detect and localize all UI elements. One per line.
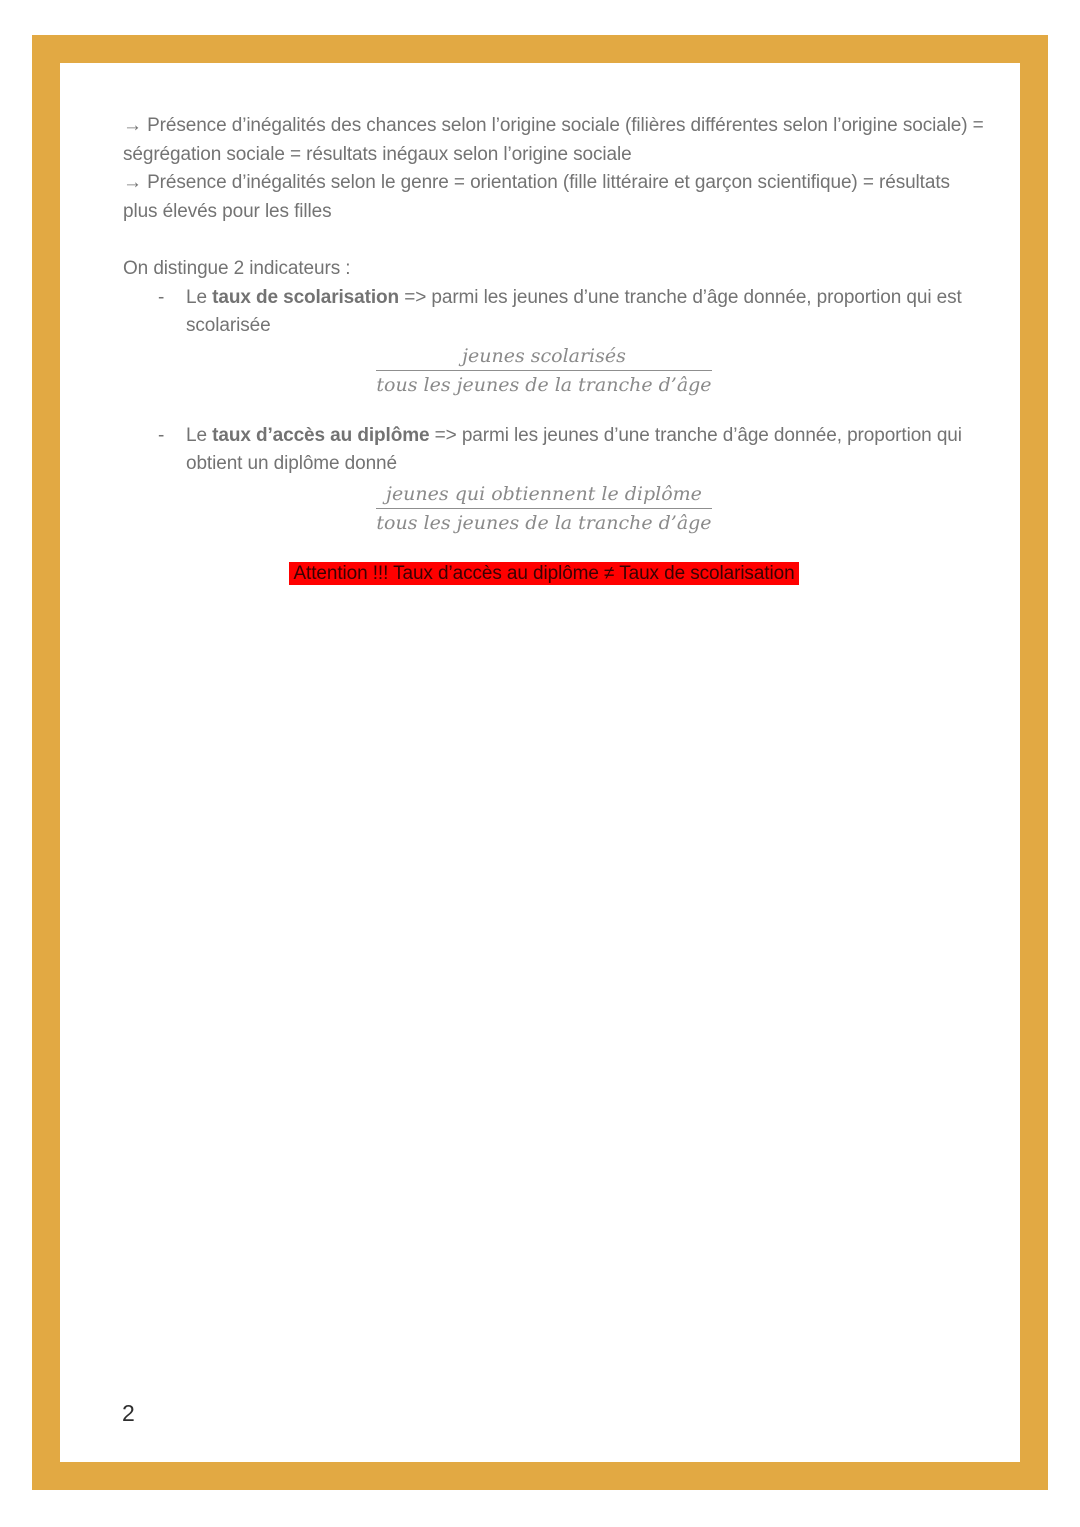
indicator-text — [186, 284, 965, 341]
indicator-definition: => parmi les jeunes d’une tranche d’âge donnée, proportion qui est — [399, 286, 962, 308]
indicator-term: taux de scolarisation — [212, 286, 400, 308]
fraction-numerator: jeunes scolarisés — [376, 345, 711, 371]
arrow-point-line: → Présence d’inégalités des chances selon l’origine sociale (filières différentes selon l’origine sociale) = — [123, 115, 984, 136]
arrow-point-line: → Présence d’inégalités selon le genre = orientation (fille littéraire et garçon scientifique) = résultats — [123, 172, 950, 193]
fraction-acces-diplome-wrapper — [123, 481, 965, 534]
list-dash-marker: - — [158, 424, 165, 446]
fraction-numerator: jeunes qui obtiennent le diplôme — [376, 483, 711, 509]
document-content — [123, 112, 984, 588]
paragraph-inequalities — [123, 112, 984, 226]
warning-highlight: Attention !!! Taux d’accès au diplôme ≠ Taux de scolarisation — [289, 562, 798, 585]
indicator-definition: => parmi les jeunes d’une tranche d’âge donnée, proportion qui — [429, 424, 962, 446]
fraction-scolarisation — [376, 345, 711, 396]
indicators-intro: On distingue 2 indicateurs : — [123, 258, 351, 279]
fraction-acces-diplome — [376, 483, 711, 534]
list-dash-marker: - — [158, 286, 165, 308]
page-number: 2 — [122, 1400, 135, 1426]
indicator-line-1 — [186, 284, 965, 313]
fraction-denominator: tous les jeunes de la tranche d’âge — [376, 511, 712, 534]
indicator-term: taux d’accès au diplôme — [212, 424, 430, 446]
indicator-line-2: obtient un diplôme donné — [186, 453, 397, 474]
indicator-line-2: scolarisée — [186, 315, 271, 336]
indicator-prefix: Le — [186, 424, 213, 446]
fraction-scolarisation-wrapper — [123, 343, 965, 396]
fraction-denominator: tous les jeunes de la tranche d’âge — [376, 373, 712, 396]
indicator-acces-diplome — [123, 422, 965, 479]
arrow-point-line: ségrégation sociale = résultats inégaux selon l’origine sociale — [123, 143, 632, 165]
warning-wrapper — [123, 560, 965, 589]
indicator-text — [186, 422, 965, 479]
indicator-prefix: Le — [186, 286, 213, 308]
arrow-point-line: plus élevés pour les filles — [123, 200, 332, 222]
indicator-line-1 — [186, 422, 965, 451]
indicator-scolarisation — [123, 284, 965, 341]
